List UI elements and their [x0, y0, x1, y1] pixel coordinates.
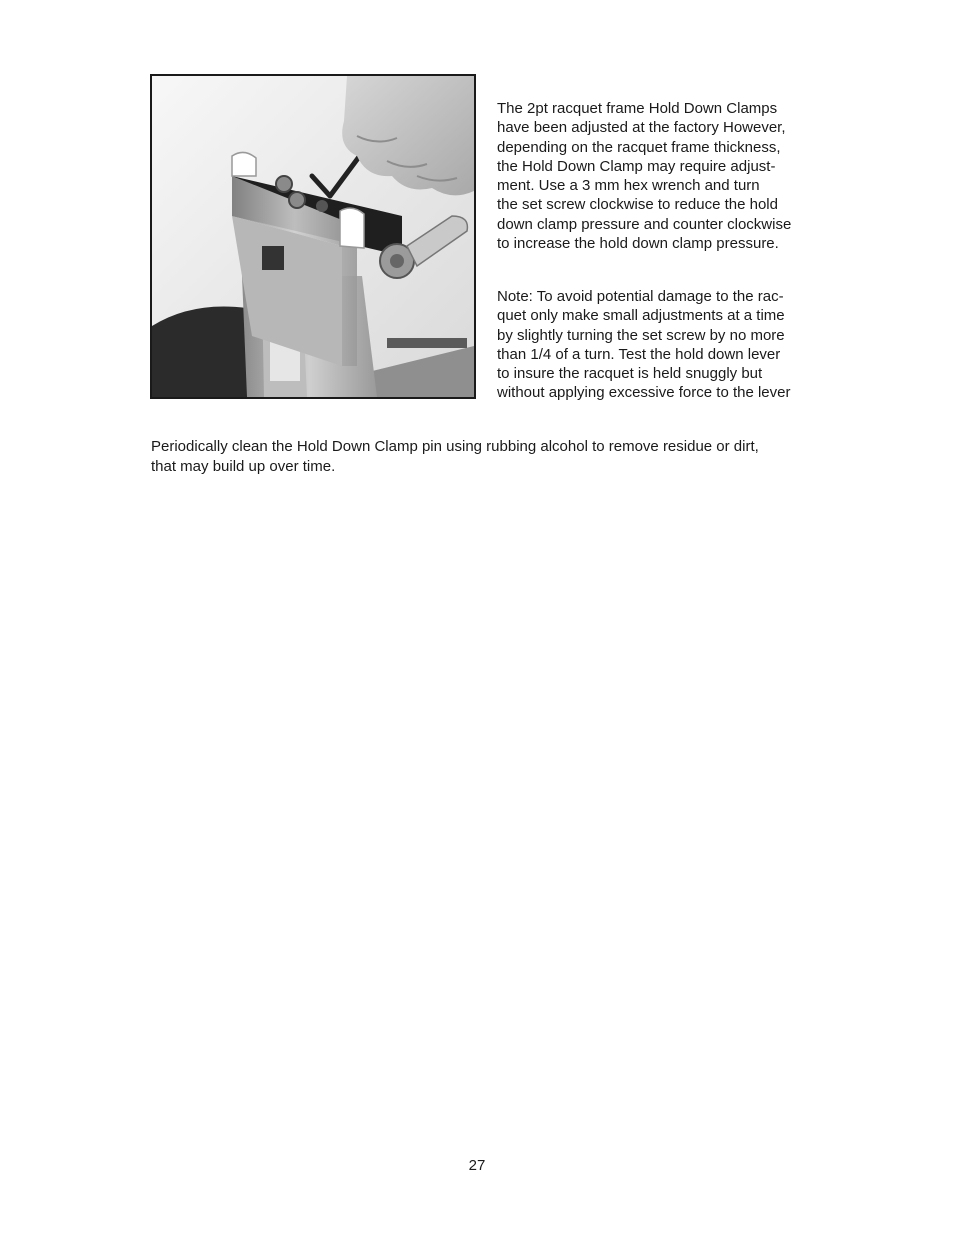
- adjustment-instructions: [497, 99, 817, 253]
- text-line: Periodically clean the Hold Down Clamp pin using rubbing alcohol to remove residue or dirt,: [151, 438, 759, 455]
- text-line: to insure the racquet is held snuggly but: [497, 365, 763, 383]
- caution-note: [497, 287, 817, 403]
- clamp-illustration: [152, 76, 474, 397]
- text-line: without applying excessive force to the lever: [497, 384, 791, 402]
- text-line: that may build up over time.: [151, 457, 336, 475]
- text-line: by slightly turning the set screw by no more: [497, 326, 785, 344]
- text-line: quet only make small adjustments at a time: [497, 307, 785, 325]
- text-line: ment. Use a 3 mm hex wrench and turn: [497, 177, 760, 195]
- text-line: the Hold Down Clamp may require adjust-: [497, 157, 776, 175]
- text-line: than 1/4 of a turn. Test the hold down lever: [497, 345, 781, 363]
- text-line: depending on the racquet frame thickness,: [497, 138, 781, 156]
- text-line: down clamp pressure and counter clockwise: [497, 215, 792, 233]
- text-line: Note: To avoid potential damage to the rac-: [497, 288, 784, 305]
- text-line: the set screw clockwise to reduce the hold: [497, 196, 778, 214]
- text-line: to increase the hold down clamp pressure.: [497, 235, 779, 253]
- text-line: have been adjusted at the factory However,: [497, 119, 786, 137]
- clamp-adjustment-photo: [150, 74, 476, 399]
- text-line: The 2pt racquet frame Hold Down Clamps: [497, 100, 778, 117]
- page-number: 27: [468, 1157, 486, 1174]
- maintenance-paragraph: [151, 437, 821, 476]
